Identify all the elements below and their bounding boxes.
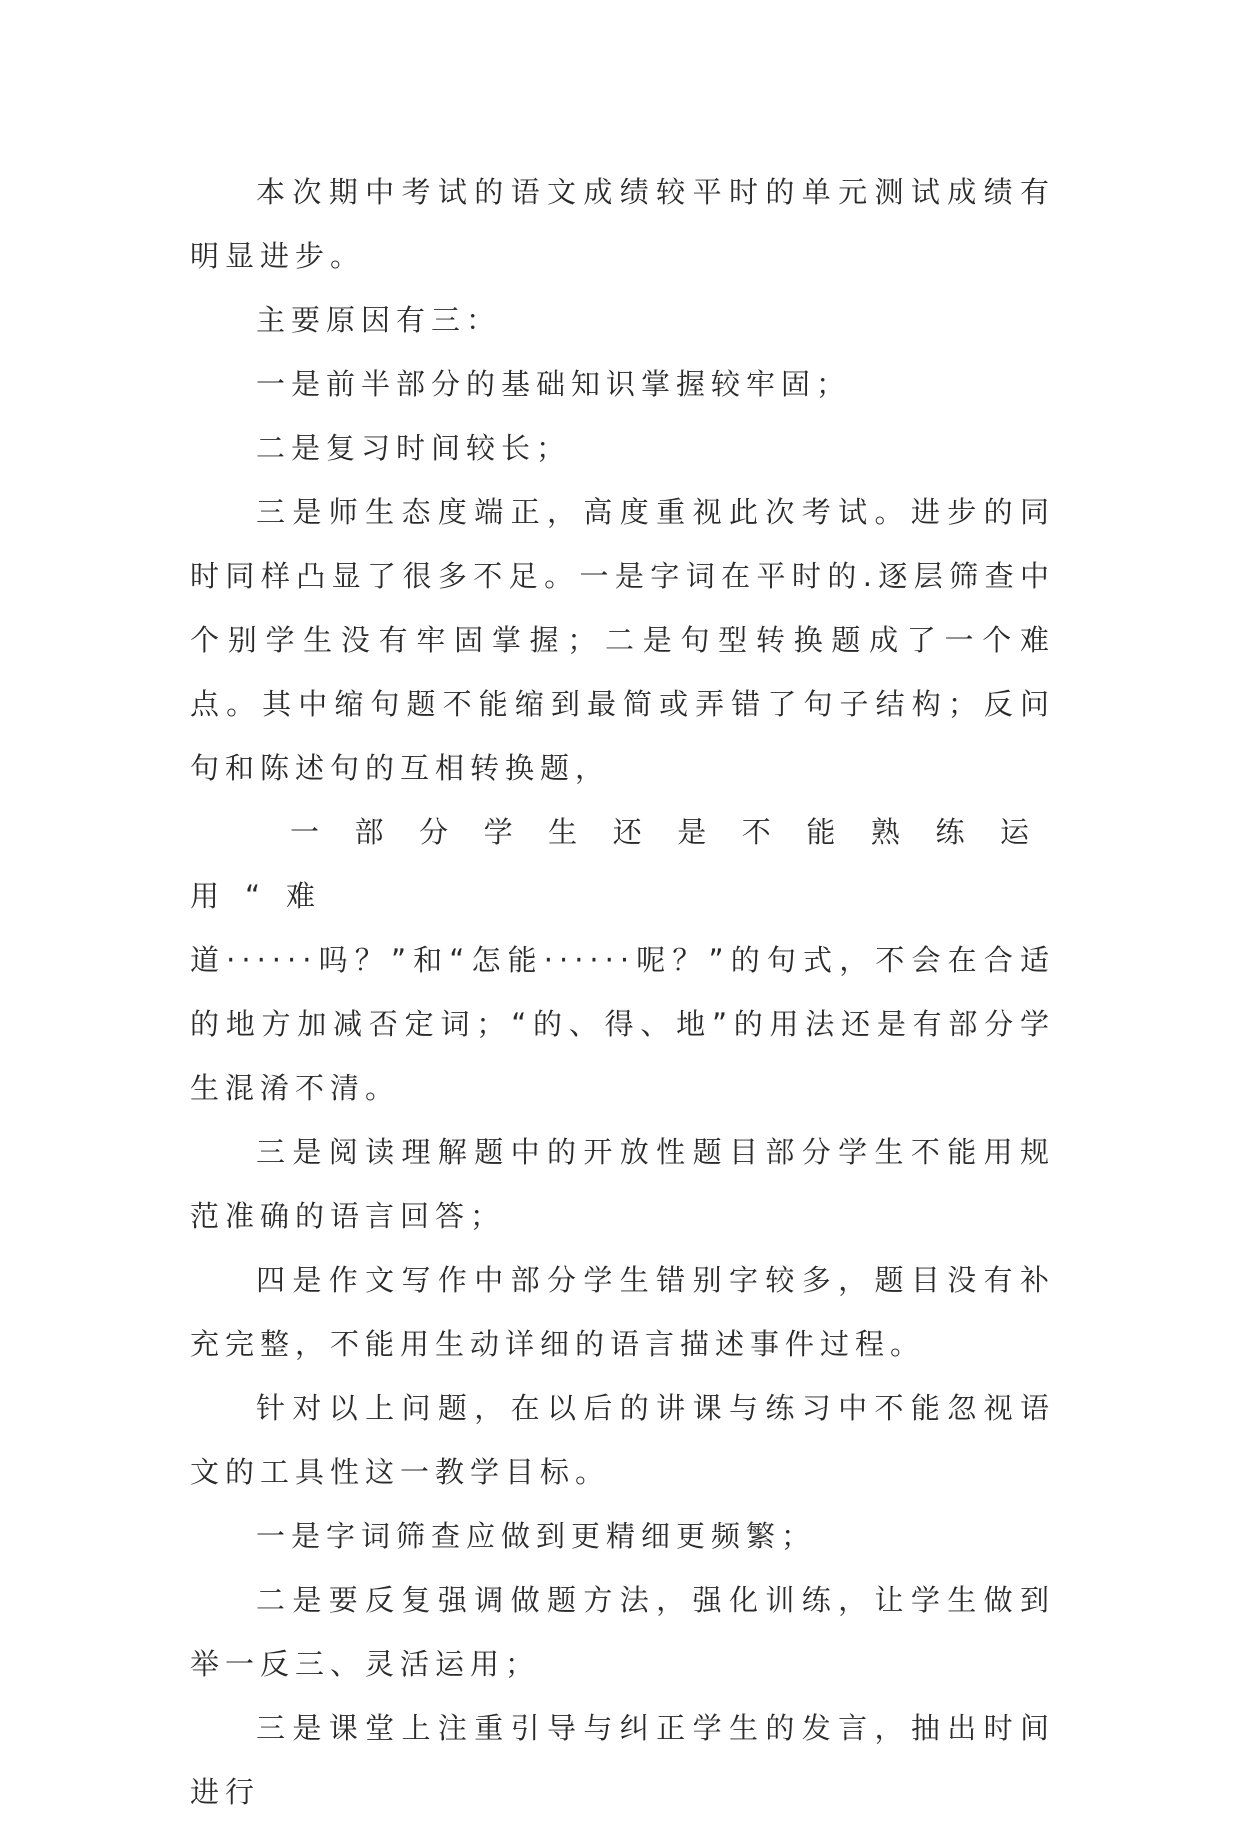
paragraph-11: 一是字词筛查应做到更精细更频繁； <box>256 1519 817 1553</box>
paragraph-2: 主要原因有三： <box>256 303 502 337</box>
paragraph-3: 一是前半部分的基础知识掌握较牢固； <box>256 367 852 401</box>
paragraph-4: 二是复习时间较长； <box>256 431 572 465</box>
paragraph-1: 本次期中考试的语文成绩较平时的单元测试成绩有明显进步。 <box>190 175 1055 273</box>
paragraph-7: 道······吗？”和“怎能······呢？”的句式，不会在合适的地方加减否定词；“的、得、地”的用法还是有部分学生混淆不清。 <box>190 943 1055 1105</box>
paragraph-9: 四是作文写作中部分学生错别字较多，题目没有补充完整，不能用生动详细的语言描述事件过程。 <box>190 1263 1055 1361</box>
paragraph-13: 三是课堂上注重引导与纠正学生的发言，抽出时间进行 <box>190 1711 1055 1809</box>
paragraph-6: 一部分学生还是不能熟练运用“难 <box>190 815 1055 913</box>
paragraph-10: 针对以上问题，在以后的讲课与练习中不能忽视语文的工具性这一教学目标。 <box>190 1391 1055 1489</box>
paragraph-12: 二是要反复强调做题方法，强化训练，让学生做到举一反三、灵活运用； <box>190 1583 1055 1681</box>
paragraph-5: 三是师生态度端正，高度重视此次考试。进步的同时同样凸显了很多不足。一是字词在平时的.逐层筛查中个别学生没有牢固掌握；二是句型转换题成了一个难点。其中缩句题不能缩到最简或弄错了句子结构；反问句和陈述句的互相转换题， <box>190 495 1055 785</box>
document-page <box>190 160 1055 1824</box>
paragraph-8: 三是阅读理解题中的开放性题目部分学生不能用规范准确的语言回答； <box>190 1135 1055 1233</box>
